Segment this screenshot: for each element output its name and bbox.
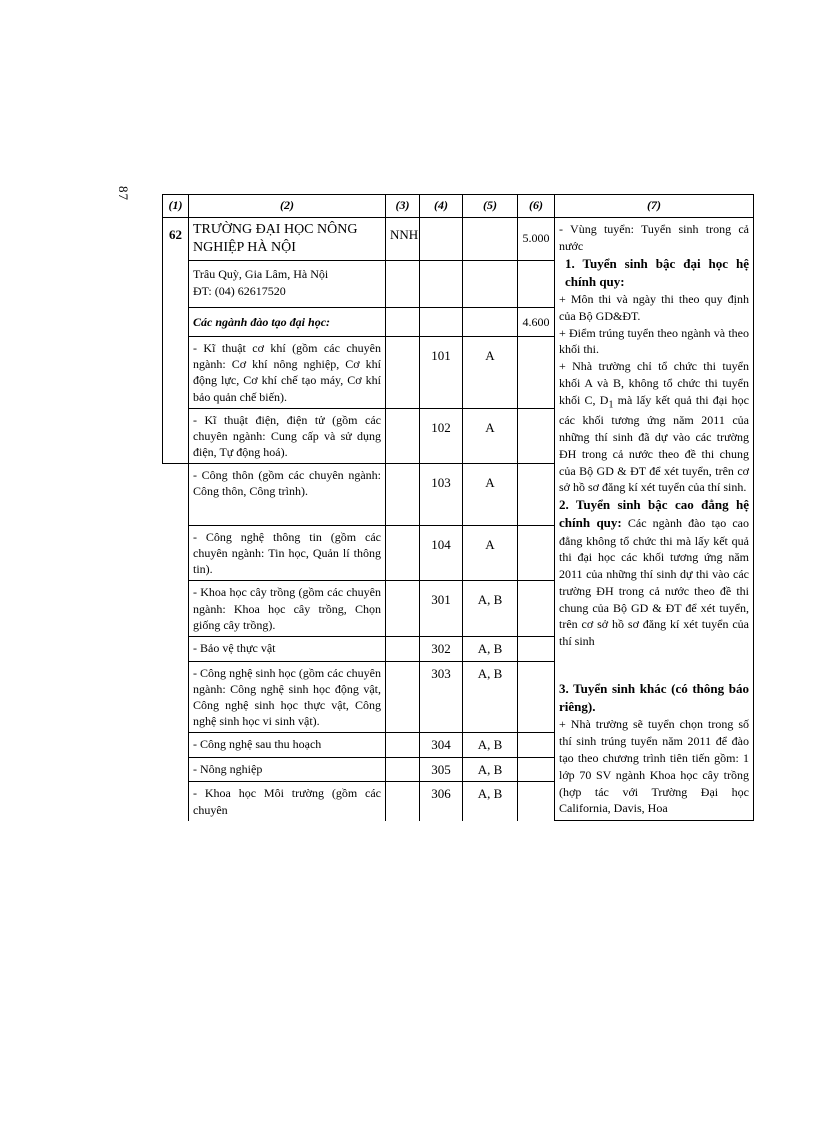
major-name: - Công thôn (gồm các chuyên ngành: Công thôn, Công trình). — [189, 464, 386, 526]
institution-address: Trâu Quỳ, Gia Lâm, Hà Nội — [193, 267, 329, 282]
notes-s1-p3: + Nhà trường chỉ tổ chức thi tuyển khối A và B, không tổ chức thi tuyển khối C, $D_1$ mà lấy kết quả thi đại học các khối tương ứng năm 2011 của những thí sinh đã dự vào các trường ĐH trong cả nước theo đề thi chung của Bộ GD & ĐT để xét tuyển, trên cơ sở hồ sơ đăng kí xét tuyển của thí sinh. — [559, 359, 749, 495]
col-header-6: (6) — [518, 195, 555, 218]
major-code: 301 — [420, 581, 463, 637]
major-name: - Nông nghiệp — [189, 757, 386, 782]
notes-s1-title: 1. Tuyển sinh bậc đại học hệ chính quy: — [565, 255, 749, 289]
major-name: - Kĩ thuật điện, điện tử (gồm các chuyên ngành: Cung cấp và sử dụng điện, Tự động hoá). — [189, 408, 386, 464]
header-row — [163, 195, 754, 218]
major-code: 103 — [420, 464, 463, 526]
major-group: A, B — [463, 581, 518, 637]
major-code: 302 — [420, 636, 463, 661]
major-code: 304 — [420, 733, 463, 758]
major-name: - Công nghệ sau thu hoạch — [189, 733, 386, 758]
notes-cell — [555, 218, 754, 821]
major-code: 306 — [420, 782, 463, 821]
major-code: 101 — [420, 336, 463, 408]
major-name: - Khoa học cây trồng (gồm các chuyên ngành: Khoa học cây trồng, Chọn giống cây trồng). — [189, 581, 386, 637]
major-name: - Công nghệ sinh học (gồm các chuyên ngành: Công nghệ sinh học động vật, Công nghệ sinh học thực vật, Công nghệ sinh học vi sinh vật). — [189, 661, 386, 733]
col-header-2: (2) — [189, 195, 386, 218]
institution-quota: 5.000 — [518, 218, 555, 261]
major-name: - Kĩ thuật cơ khí (gồm các chuyên ngành: Cơ khí nông nghiệp, Cơ khí động lực, Cơ khí chế tạo máy, Cơ khí bảo quản chế biến). — [189, 336, 386, 408]
admissions-table — [162, 194, 754, 821]
col-header-1: (1) — [163, 195, 189, 218]
col-header-3: (3) — [386, 195, 420, 218]
major-code: 303 — [420, 661, 463, 733]
major-group: A, B — [463, 661, 518, 733]
notes-s3-title: 3. Tuyển sinh khác (có thông báo riêng). — [559, 681, 749, 715]
notes-s1-p2: + Điểm trúng tuyển theo ngành và theo khối thi. — [559, 325, 749, 357]
major-group: A, B — [463, 636, 518, 661]
major-group: A, B — [463, 782, 518, 821]
institution-phone: ĐT: (04) 62617520 — [193, 283, 286, 298]
col-header-4: (4) — [420, 195, 463, 218]
institution-row — [163, 218, 754, 261]
major-code: 305 — [420, 757, 463, 782]
major-group: A, B — [463, 757, 518, 782]
notes-s3-body: + Nhà trường sẽ tuyển chọn trong số thí sinh trúng tuyển năm 2011 để đào tạo theo chương trình tiên tiến gồm: 1 lớp 70 SV ngành Khoa học cây trồng (hợp tác với Trường Đại học California, Davis, Hoa — [559, 717, 749, 816]
notes-region: - Vùng tuyển: Tuyển sinh trong cả nước — [559, 222, 749, 253]
notes-s1-p1: + Môn thi và ngày thi theo quy định của Bộ GD&ĐT. — [559, 291, 749, 323]
major-group: A — [463, 525, 518, 581]
institution-index: 62 — [163, 218, 189, 464]
institution-name: TRƯỜNG ĐẠI HỌC NÔNG NGHIỆP HÀ NỘI — [189, 218, 386, 261]
major-group: A, B — [463, 733, 518, 758]
major-code: 104 — [420, 525, 463, 581]
major-group: A — [463, 408, 518, 464]
major-name: - Bảo vệ thực vật — [189, 636, 386, 661]
major-group: A — [463, 464, 518, 526]
institution-contact — [189, 261, 386, 307]
major-code: 102 — [420, 408, 463, 464]
col-header-5: (5) — [463, 195, 518, 218]
institution-code: NNH — [386, 218, 420, 261]
major-group: A — [463, 336, 518, 408]
section-label: Các ngành đào tạo đại học: — [189, 307, 386, 336]
col-header-7: (7) — [555, 195, 754, 218]
major-name: - Công nghệ thông tin (gồm các chuyên ngành: Tin học, Quản lí thông tin). — [189, 525, 386, 581]
major-name: - Khoa học Môi trường (gồm các chuyên — [189, 782, 386, 821]
notes-s2: 2. Tuyển sinh bậc cao đẳng hệ chính quy: Các ngành đào tạo cao đẳng không tổ chức thi mà lấy kết quả thi đại học các khối tương ứng năm 2011 của những thí sinh dự thi vào các trường ĐH trong cả nước theo đề thi chung của Bộ GD & ĐT để xét tuyển, trên cơ sở hồ sơ đăng kí xét tuyển của thí sinh — [559, 497, 749, 649]
page-number: 87 — [116, 186, 131, 201]
section-quota: 4.600 — [518, 307, 555, 336]
